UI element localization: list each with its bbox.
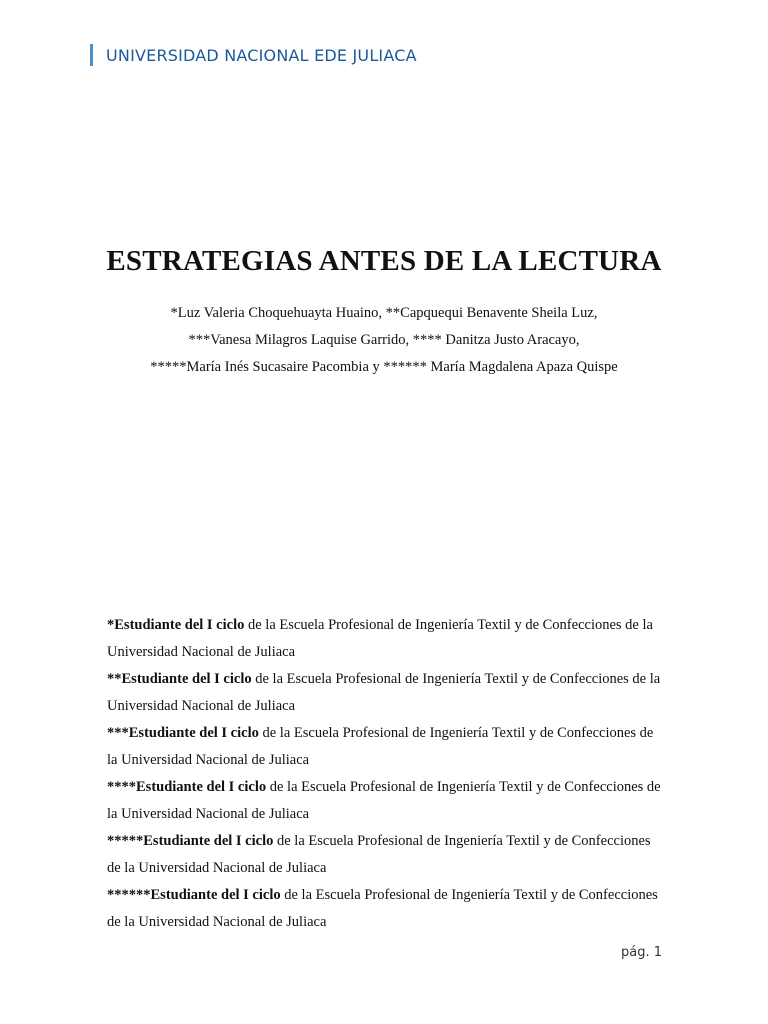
author-note bbox=[107, 774, 667, 828]
authors-line: ***Vanesa Milagros Laquise Garrido, **** Danitza Justo Aracayo, bbox=[188, 332, 580, 348]
authors-block bbox=[0, 300, 768, 381]
note-text: de la Escuela Profesional de Ingeniería Textil y de Confecciones de la Universidad Nacional de Juliaca bbox=[107, 725, 654, 768]
note-marker: ***** bbox=[107, 833, 144, 849]
author-notes bbox=[107, 612, 667, 936]
author-note bbox=[107, 720, 667, 774]
author-note bbox=[107, 666, 667, 720]
author-note bbox=[107, 828, 667, 882]
page-header bbox=[90, 44, 417, 66]
note-lead: Estudiante del I ciclo bbox=[136, 779, 267, 795]
header-text: UNIVERSIDAD NACIONAL EDE JULIACA bbox=[106, 45, 417, 65]
note-marker: ** bbox=[107, 671, 122, 687]
note-marker: ****** bbox=[107, 887, 151, 903]
note-lead: Estudiante del I ciclo bbox=[114, 617, 245, 633]
author-note bbox=[107, 612, 667, 666]
authors-line: *****María Inés Sucasaire Pacombia y ****** María Magdalena Apaza Quispe bbox=[150, 359, 618, 375]
author-note bbox=[107, 882, 667, 936]
note-lead: Estudiante del I ciclo bbox=[150, 887, 281, 903]
note-text: de la Escuela Profesional de Ingeniería Textil y de Confecciones de la Universidad Nacional de Juliaca bbox=[107, 887, 658, 930]
note-lead: Estudiante del I ciclo bbox=[143, 833, 274, 849]
note-lead: Estudiante del I ciclo bbox=[128, 725, 259, 741]
note-marker: **** bbox=[107, 779, 136, 795]
note-marker: * bbox=[107, 617, 115, 633]
note-text: de la Escuela Profesional de Ingeniería Textil y de Confecciones de la Universidad Nacional de Juliaca bbox=[107, 671, 661, 714]
note-text: de la Escuela Profesional de Ingeniería Textil y de Confecciones de la Universidad Nacional de Juliaca bbox=[107, 779, 661, 822]
authors-line: *Luz Valeria Choquehuayta Huaino, **Capquequi Benavente Sheila Luz, bbox=[170, 305, 598, 321]
note-text: de la Escuela Profesional de Ingeniería Textil y de Confecciones de la Universidad Nacional de Juliaca bbox=[107, 833, 651, 876]
document-title: ESTRATEGIAS ANTES DE LA LECTURA bbox=[106, 245, 662, 277]
note-text: de la Escuela Profesional de Ingeniería Textil y de Confecciones de la Universidad Nacional de Juliaca bbox=[107, 617, 653, 660]
page-number: pág. 1 bbox=[620, 945, 662, 960]
header-accent-bar bbox=[90, 44, 93, 66]
note-marker: *** bbox=[107, 725, 129, 741]
note-lead: Estudiante del I ciclo bbox=[121, 671, 252, 687]
